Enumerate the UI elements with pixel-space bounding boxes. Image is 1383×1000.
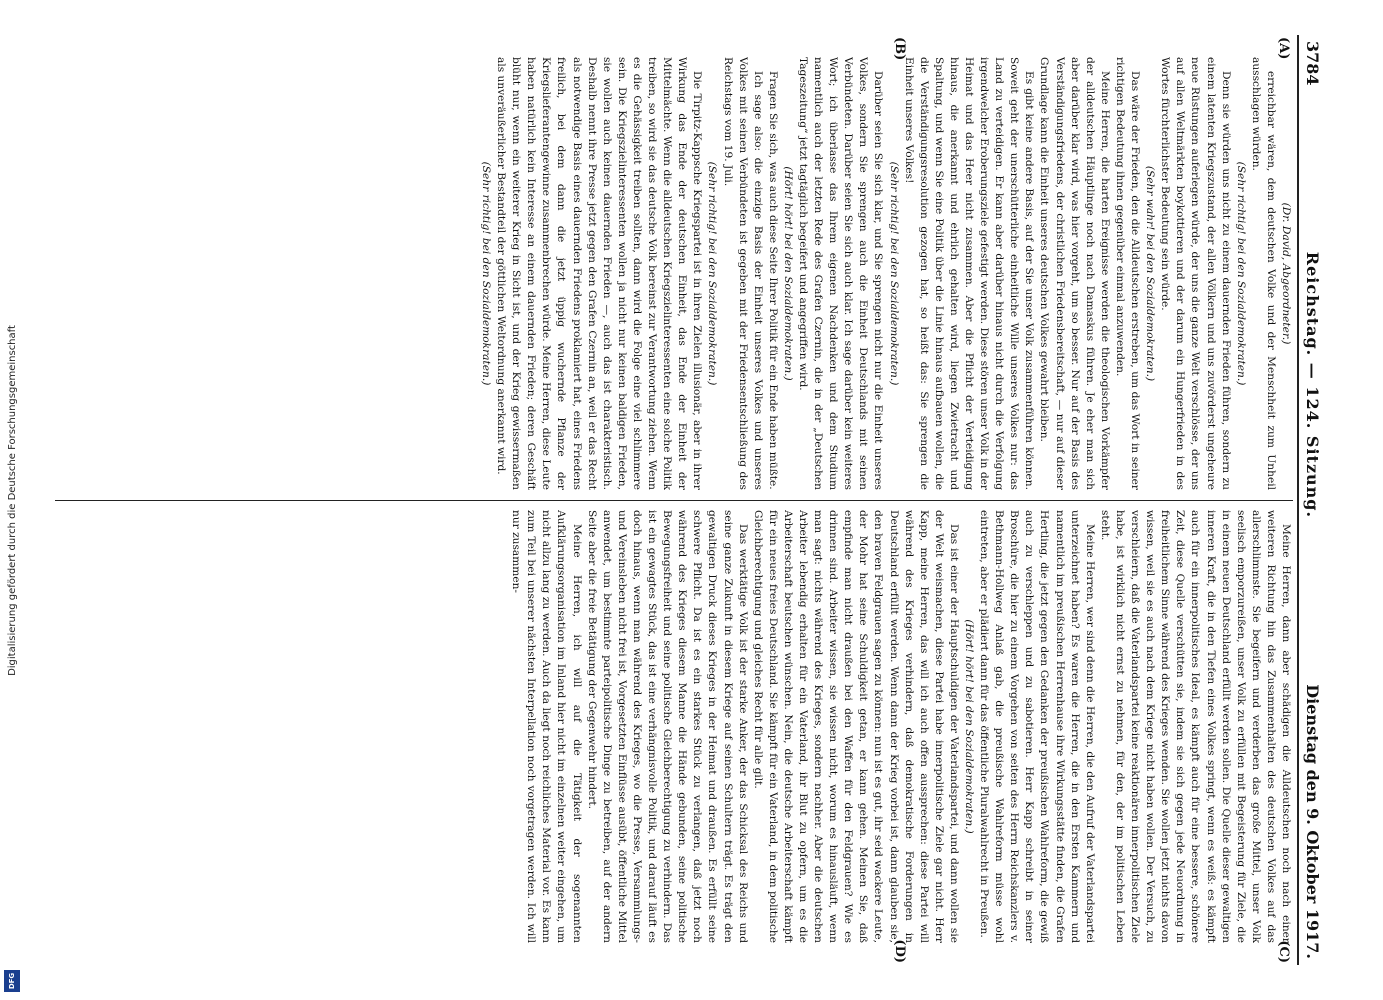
interjection: (Sehr richtig! bei den Sozialdemokraten.) (705, 161, 718, 386)
speaker-line: (Dr. David, Abgeordneter.) (1279, 202, 1292, 345)
paragraph: erreichbar wären, dem deutschen Volke und der Menschheit zum Unheil ausschlagen würden. (1249, 57, 1277, 490)
paragraph: Meine Herren, die harten Ereignisse werden die theologischen Vorkämpfer der alldeutschen Häuptlinge noch nach Damaskus führen. Je eher man sich aber darüber klar wird, was hier vorgeht, um so besser. Nur auf der Basis des Verständigungsfriedens, der christlichen Friedensbereitschaft, — nur auf dieser Grundlage kann die Einheit unseres deutschen Volkes gewahrt bleiben. (1038, 57, 1111, 490)
paragraph: Ich sage also: die einzige Basis der Einheit unseres Volkes und unseres Volkes mit seinen Verbündeten ist gegeben mit der Friedensentschließung des Reichstags vom 19. Juli. (721, 57, 764, 490)
margin-marker-d: (D) (891, 939, 907, 963)
dfg-logo-text: DFG (8, 972, 16, 990)
interjection: (Sehr richtig! bei den Sozialdemokraten.) (887, 161, 900, 386)
interjection: (Sehr richtig! bei den Sozialdemokraten.) (479, 161, 492, 386)
dfg-logo (4, 970, 20, 992)
paragraph: Das werktätige Volk ist der starke Anker, der das Schicksal des Reichs und seine ganze Zukunft in diesem Kriege auf seinen Schultern trägt. Es trägt den gewaltigen Druck dieses Krieges in der Heimat und draußen. Es erfüllt seine schwere Pflicht. Da ist es ein starkes Stück zu verlangen, daß jetzt noch während des Krieges diesem Manne die Hände gebunden, seine politische Bewegungsfreiheit und seine politische Gleichberechtigung zu verhindern. Das ist ein gewagtes Stück, das ist eine verhängnisvolle Politik, und darauf läuft es doch hinaus, wenn man während des Krieges, wo die Presse, Versammlungs- und Vereinsleben nicht frei ist, Vorgesetzten Einflüsse ausübt, öffentliche Mittel anwendet, um bestimmte parteipolitische Dinge zu betreiben, auf der andern Seite aber die freie Betätigung der Gegenwehr hindert. (585, 510, 749, 943)
page-header (1297, 35, 1337, 965)
right-column (55, 510, 1293, 943)
interjection: (Sehr richtig! bei den Sozialdemokraten.) (1234, 161, 1247, 386)
paragraph: Die Tirpitz-Kappsche Kriegspartei ist in ihren Zielen illusionär, aber in ihrer Wirkung das Ende der deutschen Einheit, das Ende der Einheit der Mittelmächte. Wenn die alldeutschen Kriegszielinteressenten eine solche Politik treiben, so wird sie das deutsche Volk bereinst zur Verantwortung ziehen. Wenn es die Gehässigkeit treiben sollten, dann wird die Folge eine viel schlimmere sein. Die Kriegszielinteressenten wollen ja nicht nur keinen baldigen Frieden, sie wollen auch keinen dauernden Frieden —, auch das ist charakteristisch. Deshalb nennt ihre Presse jetzt gegen den Grafen Czernin an, weil er das Recht als notwendige Basis eines dauernden Friedens proklamiert hat, eines Friedens freilich, bei dem dann die jetzt üppig wuchernde Pflanze der Kriegslieferantengewinne zusammenbrechen würde. Meine Herren, diese Leute haben natürlich kein Interesse an einem dauernden Frieden; deren Geschäft blüht nur, wenn ein weiterer Krieg in Sicht ist, und der Krieg gewissermaßen als unveräußerlicher Bestandteil der göttlichen Weltordnung anerkannt wird. (494, 57, 703, 490)
margin-marker-c: (C) (1275, 940, 1291, 963)
document-page (47, 35, 1337, 965)
paragraph: Es gibt keine andere Basis, auf der Sie unser Volk zusammenführen können. Soweit geht der unerschütterliche einheitliche Wille unseres Volkes nur: das Land zu verteidigen. Er kann aber darüber hinaus nicht durch die Verfolgung irgendwelcher Eroberungsziele gefestigt werden. Diese stören unser Volk in der Heimat und das Heer nicht zusammen. Aber die Pflicht der Verteidigung hinaus, die anerkannt und ehrlich gehalten wird, liegen Zwietracht und Spaltung, und wenn Sie eine Politik über die Linie hinaus aufbauen wollen, die die Verständigungsresolution gezogen hat, so heißt das: Sie sprengen die Einheit unseres Volkes! (902, 57, 1035, 490)
paragraph: Fragen Sie sich, was auch diese Seite Ihrer Politik für ein Ende haben müßte. (766, 71, 779, 490)
left-column (55, 57, 1293, 490)
paragraph: Denn sie würden uns nicht zu einem dauernden Frieden führen, sondern zu einem latenten Kriegszustand, der allen Völkern und uns zuvörderst ungeheure neue Rüstungen auferlegen würde, der uns die ganze Welt verschlösse, der uns auf allen Weltmärkten boykottieren und der darum ein Hungerfrieden in des Wortes fürchterlichster Bedeutung sein würde. (1158, 57, 1232, 490)
interjection: (Hört! hört! bei den Sozialdemokraten.) (781, 166, 794, 381)
session-date: Dienstag den 9. Oktober 1917. (1302, 684, 1322, 959)
margin-marker-b: (B) (891, 37, 907, 61)
text-columns (55, 57, 1293, 943)
paragraph: Das ist einer der Hauptschuldigen der Vaterlandspartei, und dann wollen sie der Welt weismachen, diese Partei habe innerpolitische Ziele gar nicht. Herr Kapp, meine Herren, das will ich auch offen aussprechen: diese Partei will während des Krieges verhindern, daß demokratische Forderungen in Deutschland erfüllt werden. Wenn dann der Krieg vorbei ist, dann glauben sie, den braven Feldgrauen sagen zu können: nun ist es gut, ihr seid wackere Leute, der Mohr hat seine Schuldigkeit getan, er kann gehen. Meinen Sie, daß empfinde man nicht draußen bei den Waffen für den Feldgrauen? Wie es drinnen sind. Arbeiter wissen, sie wissen nicht, worum es hinausläuft, wenn man sagt: nichts während des Krieges, sondern nachher. Aber die deutschen Arbeiter lebendig erhalten für ein Vaterland, ihr Blut zu opfern, um es die Arbeiterschaft beutschen wünschen. Nein, die deutsche Arbeiterschaft kämpft für ein neues freies Deutschland. Sie kämpft für ein Vaterland, in dem politische Gleichberechtigung und gleiches Recht für alle gilt. (751, 510, 960, 943)
interjection: (Hört! hört! bei den Sozialdemokraten.) (962, 619, 975, 834)
paragraph: Meine Herren, dann aber schädigen die Alldeutschen noch nach einer weiteren Richtung hin das Zusammenhalten des deutschen Volkes auf das allerschlimmste. Sie begeifern und verderben das große Mittel, unser Volk seelisch emporzureißen, unser Volk zu erfüllen mit Begeisterung für Ziele, die in einem neuen Deutschland erfüllt werden sollen. Die Quelle dieser gewaltigen inneren Kraft, die in den Tiefen eines Volkes springt, wenn es weiß: es kämpft auch für ein innerpolitisches Ideal, es kämpft auch für eine bessere, schönere Zeit, diese Quelle verschütten sie, indem sie sich gegen jede Neuordnung in freiheitlichem Sinne während des Krieges wenden. Sie wollen jetzt nichts davon wissen, weil sie es auch nach dem Kriege nicht haben wollen. Der Versuch, zu verschleiern, daß die Vaterlandspartei keine reaktionären innerpolitischen Ziele habe, ist wirklich nicht ernst zu nehmen, für den, der im politischen Leben steht. (1098, 510, 1292, 943)
paragraph: Das wäre der Frieden, den die Alldeutschen erstreben, um das Wort in seiner richtigen Bedeutung ihnen gegenüber einmal anzuwenden. (1113, 57, 1141, 490)
paragraph: Darüber seien Sie sich klar, und Sie sprengen nicht nur die Einheit unseres Volkes, sondern Sie sprengen auch die Einheit Deutschlands mit seinen Verbündeten. Darüber seien Sie sich auch klar. Ich sage darüber kein weiteres Wort; ich überlasse das Ihrem eigenen Nachdenken und dem Studium namentlich auch der letzten Rede des Grafen Czernin, die in der „Deutschen Tageszeitung“ jetzt tagtäglich begeifert und angegriffen wird. (796, 57, 884, 490)
page-number: 3784 (1302, 41, 1322, 86)
paragraph: Meine Herren, wer sind denn die Herren, die den Aufruf der Vaterlandspartei unterzeichnet haben? Es waren die Herren, die in den Ersten Kammern und namentlich im preußischen Herrenhause ihre Wirkungsstätte finden, die Grafen Hertling, die jetzt gegen den Gedanken der preußischen Wahlreform, die gewiß auch zu verschleppen und zu sabotieren. Herr Kapp schreibt in seiner Broschüre, die hier zu einem Vorgehen von seiten des Herrn Reichskanzlers v. Bethmann-Hollweg Anlaß gab, die preußische Wahlreform müsse wohl eintreten, aber er plädiert dann für das öffentliche Pluralwahlrecht in Preußen. (977, 510, 1096, 943)
margin-marker-a: (A) (1275, 37, 1291, 60)
digitization-credit (4, 0, 20, 1000)
digitization-credit-text: Digitalisierung gefördert durch die Deutsche Forschungsgemeinschaft (6, 324, 18, 676)
interjection: (Sehr wahr! bei den Sozialdemokraten.) (1143, 165, 1156, 382)
paragraph: Meine Herren, ich will auf die Tätigkeit der sogenannten Aufklärungsorganisation im Inland hier nicht im einzelnen weiter eingehen, um nicht allzu lang zu werden. Auch da liegt noch reichliches Material vor. Es kann zum Teil bei unserer nächsten Interpellation noch vorgetragen werden. Ich will nur zusammen- (509, 510, 583, 943)
running-title: Reichstag. — 124. Sitzung. (1302, 251, 1322, 519)
